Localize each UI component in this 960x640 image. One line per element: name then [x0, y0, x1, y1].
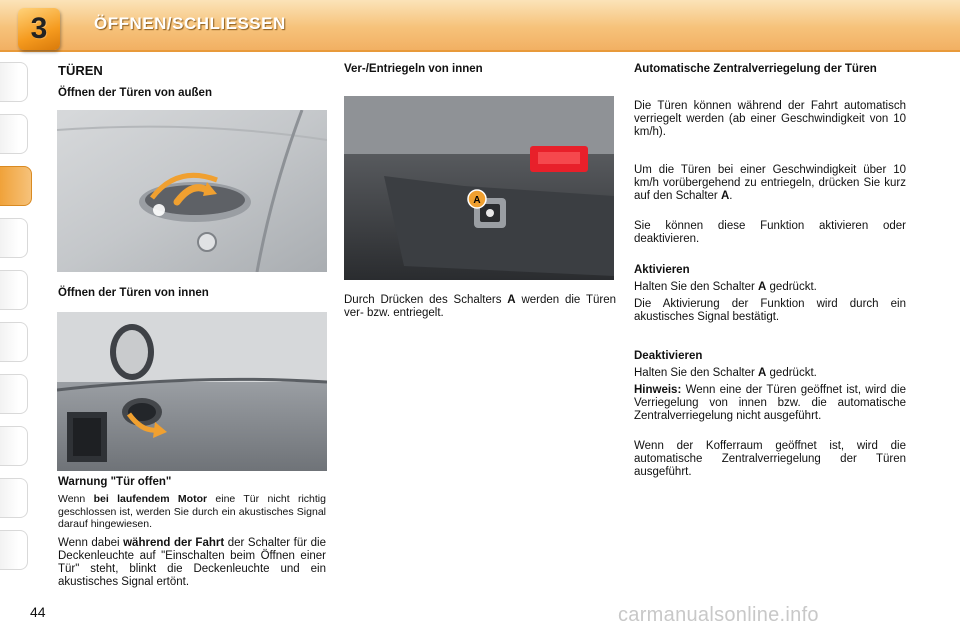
warning-p2-rest: der Schalter für die Deckenleuchte auf "Einschalten beim Öffnen einer Tür" steht, blinkt die Deckenleuchte und ein akustisches Signal ertönt. — [58, 537, 326, 588]
auto-lock-paragraph-3: Sie können diese Funktion aktivieren oder deaktivieren. — [634, 220, 906, 245]
activate-heading: Aktivieren — [634, 264, 690, 276]
warning-p1-bold: bei laufendem Motor — [93, 493, 208, 505]
chapter-tab-6[interactable] — [0, 322, 28, 362]
auto-lock-heading: Automatische Zentralverriegelung der Türen — [634, 63, 877, 75]
activate-paragraph-2: Die Aktivierung der Funktion wird durch ein akustisches Signal bestätigt. — [634, 298, 906, 323]
caption-rest: werden die Türen ver- bzw. entriegelt. — [344, 294, 616, 319]
outside-heading: Öffnen der Türen von außen — [58, 87, 212, 99]
warning-paragraph-1 — [58, 493, 326, 531]
p2-prefix: Um die Türen bei einer Geschwindigkeit über 10 km/h vorübergehend zu entriegeln, drücken Sie kurz auf den Schalter — [634, 164, 906, 202]
chapter-tab-8[interactable] — [0, 426, 28, 466]
chapter-title: ÖFFNEN/SCHLIESSEN — [94, 14, 286, 33]
deactivate-p1-bold: A — [758, 367, 767, 379]
caption-bold: A — [507, 294, 516, 306]
activate-p1-bold: A — [758, 281, 767, 293]
note-rest: Wenn eine der Türen geöffnet ist, wird die Verriegelung von innen bzw. die automatische Zentralverriegelung nicht ausgeführt. — [634, 384, 906, 422]
switch-label-a: A — [473, 195, 481, 206]
chapter-tab-1[interactable] — [0, 62, 28, 102]
lock-caption — [344, 294, 616, 320]
activate-p1-rest: gedrückt. — [766, 281, 817, 293]
section-title: TÜREN — [58, 63, 103, 78]
note-bold: Hinweis: — [634, 384, 682, 396]
watermark: carmanualsonline.info — [618, 604, 819, 626]
chapter-number: 3 — [30, 12, 48, 45]
warning-p1-prefix: Wenn — [58, 493, 94, 505]
warning-paragraph-2 — [58, 537, 326, 589]
chapter-tab-4[interactable] — [0, 218, 28, 258]
activate-paragraph-1 — [634, 281, 906, 294]
page-header — [0, 0, 960, 52]
chapter-tab-9[interactable] — [0, 478, 28, 518]
activate-p1-prefix: Halten Sie den Schalter — [634, 281, 759, 293]
page-number: 44 — [30, 604, 46, 620]
deactivate-p1-rest: gedrückt. — [766, 367, 817, 379]
warning-p2-bold: während der Fahrt — [123, 537, 225, 549]
warning-p2-prefix: Wenn dabei — [58, 537, 124, 549]
warning-heading: Warnung "Tür offen" — [58, 476, 172, 488]
p2-rest: . — [729, 190, 733, 202]
chapter-tab-10[interactable] — [0, 530, 28, 570]
deactivate-paragraph-1 — [634, 367, 906, 380]
chapter-tab-7[interactable] — [0, 374, 28, 414]
inside-handle-photo — [57, 312, 327, 471]
outside-handle-photo — [57, 110, 327, 272]
trunk-note-paragraph: Wenn der Kofferraum geöffnet ist, wird die automatische Zentralverriegelung der Türen ausgeführt. — [634, 440, 906, 478]
inside-heading: Öffnen der Türen von innen — [58, 287, 209, 299]
deactivate-p1-prefix: Halten Sie den Schalter — [634, 367, 759, 379]
chapter-tab-rail — [0, 62, 36, 582]
chapter-tab-5[interactable] — [0, 270, 28, 310]
chapter-tab-2[interactable] — [0, 114, 28, 154]
chapter-badge — [18, 8, 60, 50]
lock-switch-photo — [344, 96, 614, 280]
p2-bold: A — [720, 190, 730, 202]
deactivate-heading: Deaktivieren — [634, 350, 703, 362]
auto-lock-paragraph-1: Die Türen können während der Fahrt automatisch verriegelt werden (ab einer Geschwindigkeit von 10 km/h). — [634, 100, 906, 138]
warning-p1-rest: eine Tür nicht richtig geschlossen ist, werden Sie durch ein akustisches Signal darauf hingewiesen. — [58, 493, 326, 530]
lock-inside-heading: Ver-/Entriegeln von innen — [344, 63, 483, 75]
chapter-tab-3-active[interactable] — [0, 166, 32, 206]
auto-lock-paragraph-2 — [634, 164, 906, 203]
caption-prefix: Durch Drücken des Schalters — [344, 294, 508, 306]
note-paragraph — [634, 384, 906, 423]
